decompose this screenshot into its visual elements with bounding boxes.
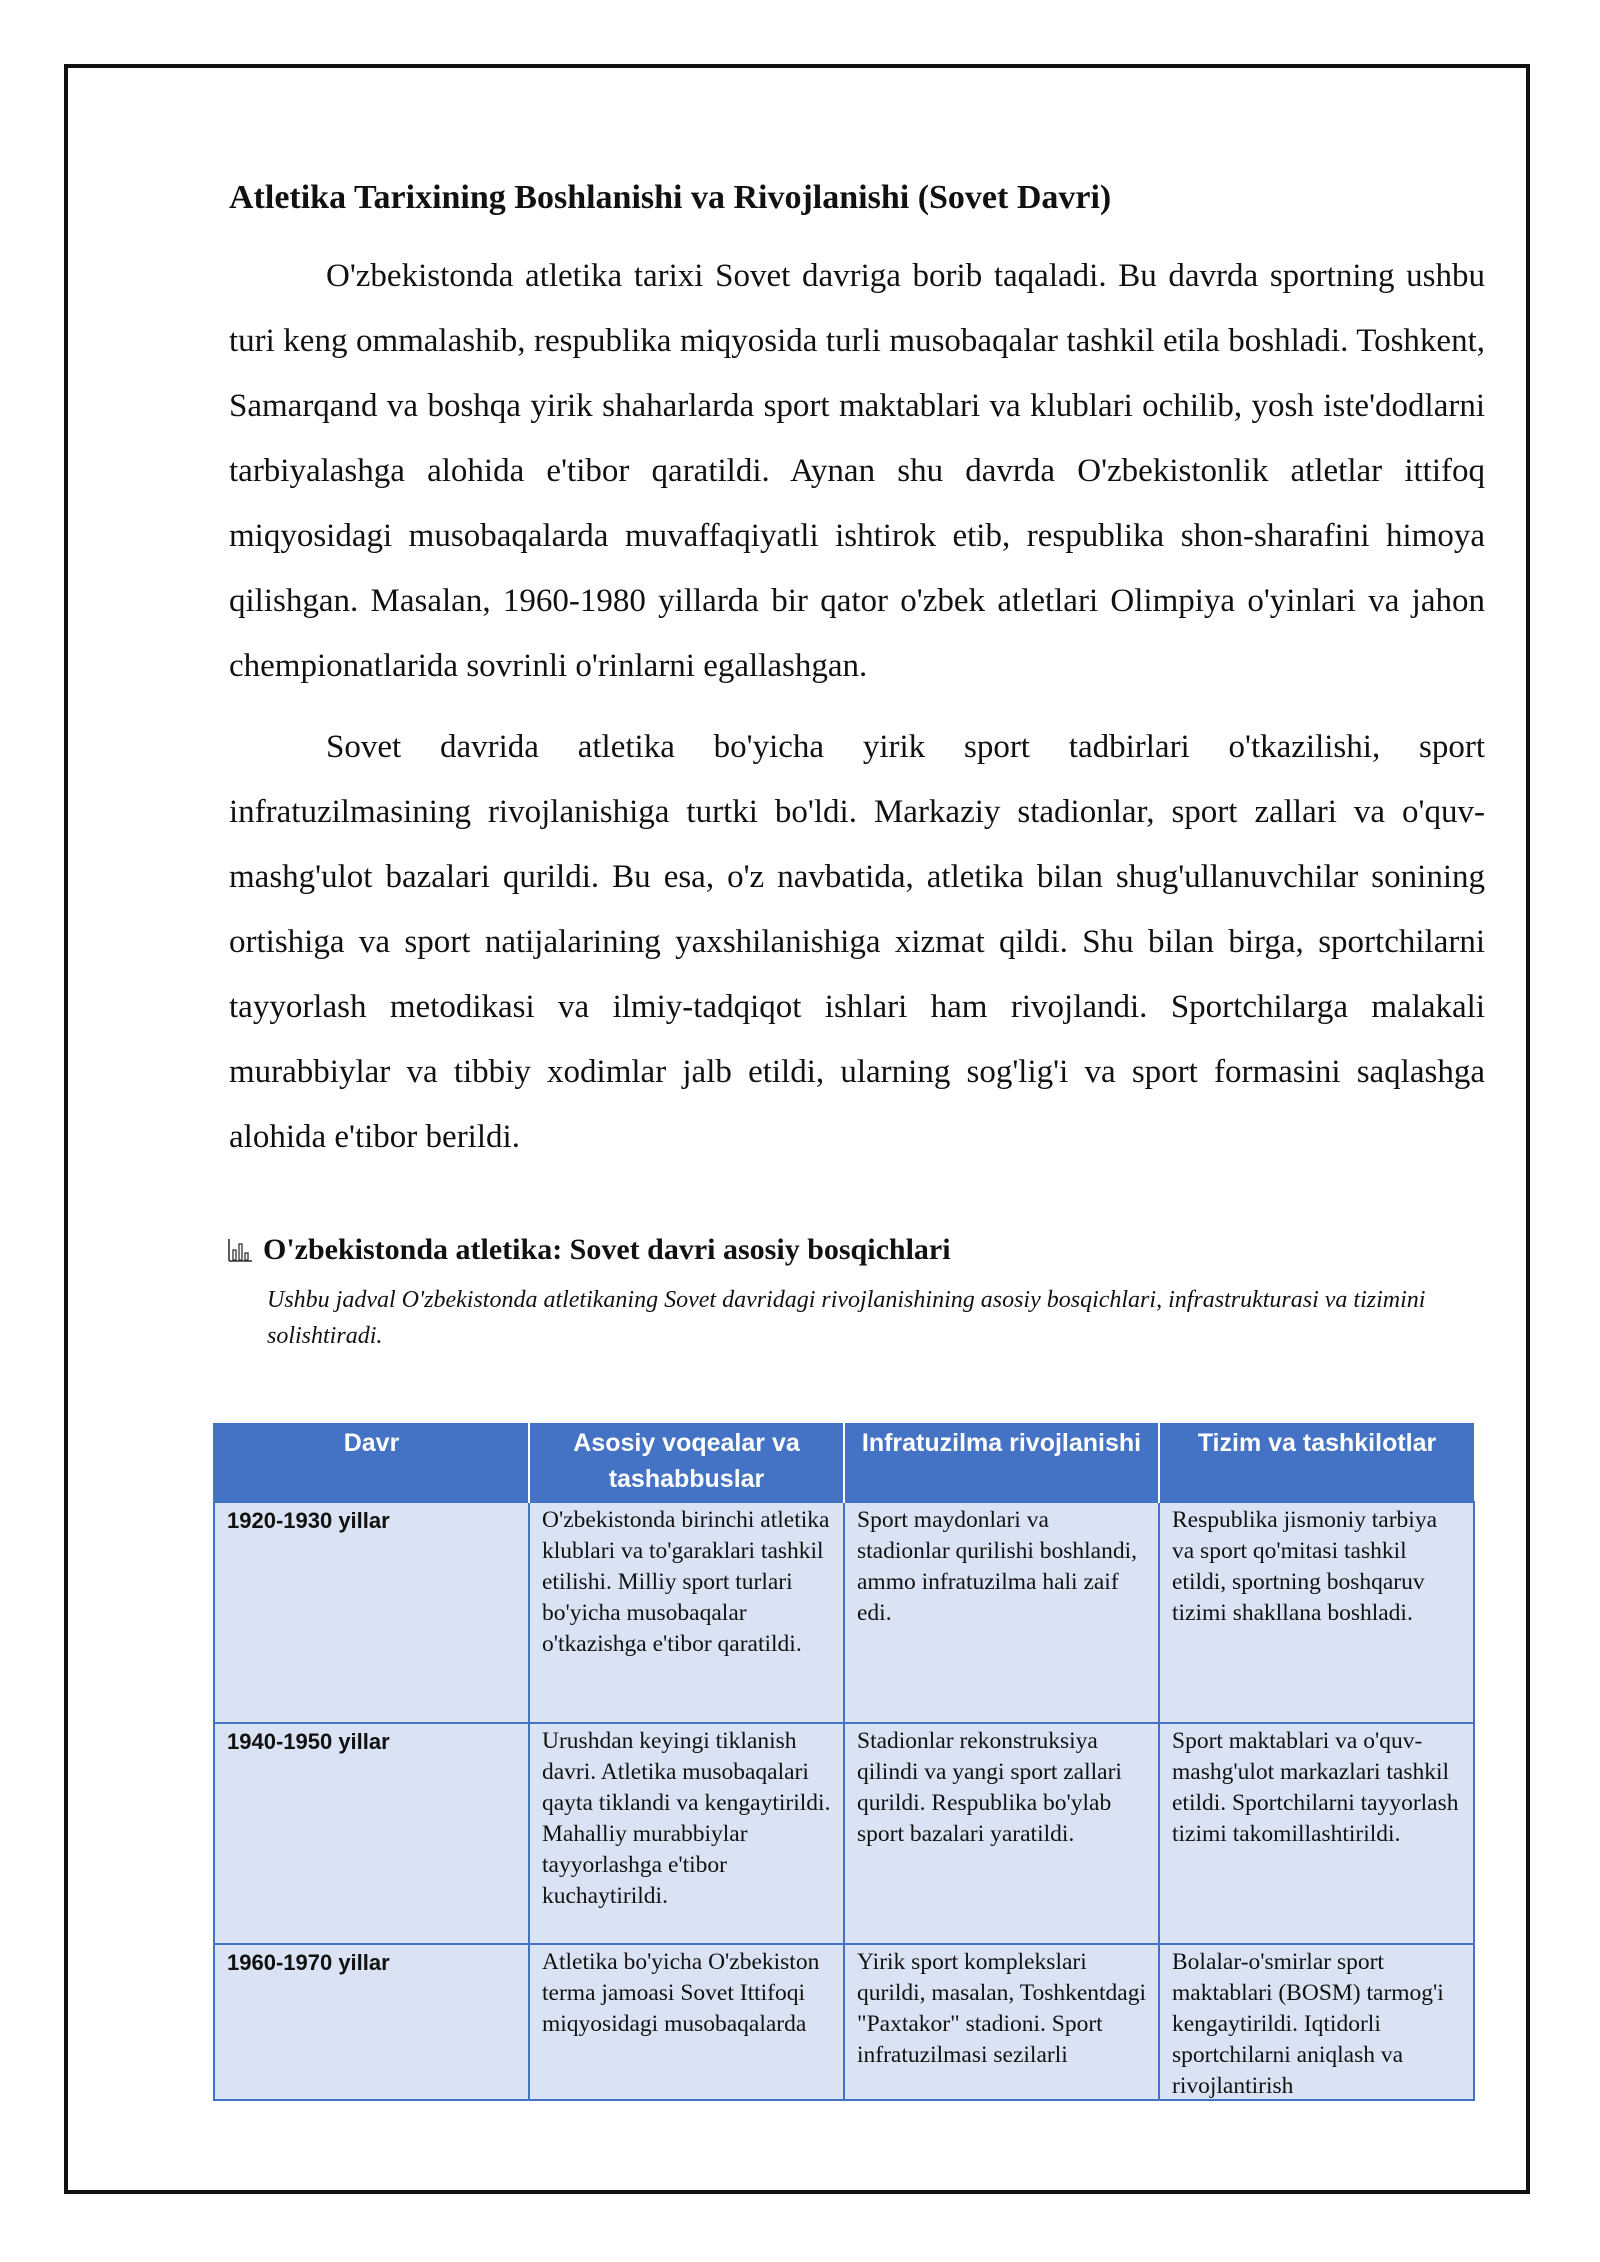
cell-text: Bolalar-o'smirlar sport maktablari (BOSM) tarmog'i kengaytirildi. Iqtidorli sportchilarni aniqlash va rivojlantirish [1172, 1949, 1444, 2099]
table-heading-text: O'zbekistonda atletika: Sovet davri asosiy bosqichlari [263, 1233, 951, 1266]
column-header: Infratuzilma rivojlanishi [844, 1423, 1159, 1502]
page-title: Atletika Tarixining Boshlanishi va Rivojlanishi (Sovet Davri) [229, 179, 1112, 216]
table-cell: Urushdan keyingi tiklanish davri. Atletika musobaqalari qayta tiklandi va kengaytirildi. Mahalliy murabbiylar tayyorlashga e'tibor kuchaytirildi. [529, 1723, 844, 1944]
paragraph-1: O'zbekistonda atletika tarixi Sovet davriga borib taqaladi. Bu davrda sportning ushbu turi keng ommalashib, respublika miqyosida turli musobaqalar tashkil etila boshladi. Toshkent, Samarqand va boshqa yirik shaharlarda sport maktablari va klublari ochilib, yosh iste'dodlarni tarbiyalashga alohida e'tibor qaratildi. Aynan shu davrda O'zbekistonlik atletlar ittifoq miqyosidagi musobaqalarda muvaffaqiyatli ishtirok etib, respublika shon-sharafini himoya qilishgan. Masalan, 1960-1980 yillarda bir qator o'zbek atletlari Olimpiya o'yinlari va jahon chempionatlarida sovrinli o'rinlarni egallashgan. [229, 258, 1485, 684]
column-header: Tizim va tashkilotlar [1159, 1423, 1474, 1502]
column-header: Asosiy voqealar va tashabbuslar [529, 1423, 844, 1502]
table-caption: Ushbu jadval O'zbekistonda atletikaning Sovet davridagi rivojlanishining asosiy bosqichlari, infrastrukturasi va tizimini solishtiradi. [267, 1287, 1426, 1349]
cell-text: Yirik sport komplekslari qurildi, masalan, Toshkentdagi "Paxtakor" stadioni. Sport infratuzilmasi sezilarli [857, 1949, 1146, 2068]
table-header-row [214, 1423, 1474, 1502]
table-cell [1159, 1944, 1474, 2100]
table-row [214, 1502, 1474, 1723]
column-header: Davr [214, 1423, 529, 1502]
table-cell: Sport maydonlari va stadionlar qurilishi boshlandi, ammo infratuzilma hali zaif edi. [844, 1502, 1159, 1723]
table-heading [227, 1230, 1485, 1270]
bar-chart-icon [227, 1237, 253, 1263]
period-cell [214, 1944, 529, 2100]
table-cell: Stadionlar rekonstruksiya qilindi va yangi sport zallari qurildi. Respublika bo'ylab sport bazalari yaratildi. [844, 1723, 1159, 1944]
table-cell: Sport maktablari va o'quv-mashg'ulot markazlari tashkil etildi. Sportchilarni tayyorlash tizimi takomillashtirildi. [1159, 1723, 1474, 1944]
period-cell: 1920-1930 yillar [214, 1502, 529, 1723]
cell-text: Atletika bo'yicha O'zbekiston terma jamoasi Sovet Ittifoqi miqyosidagi musobaqalarda [542, 1949, 820, 2037]
cell-text: 1960-1970 yillar [227, 1950, 390, 1975]
table-row [214, 1944, 1474, 2100]
stages-table [213, 1423, 1475, 2101]
paragraph-2: Sovet davrida atletika bo'yicha yirik sport tadbirlari o'tkazilishi, sport infratuzilmasining rivojlanishiga turtki bo'ldi. Markaziy stadionlar, sport zallari va o'quv-mashg'ulot bazalari qurildi. Bu esa, o'z navbatida, atletika bilan shug'ullanuvchilar sonining ortishiga va sport natijalarining yaxshilanishiga xizmat qildi. Shu bilan birga, sportchilarni tayyorlash metodikasi va ilmiy-tadqiqot ishlari ham rivojlandi. Sportchilarga malakali murabbiylar va tibbiy xodimlar jalb etildi, ularning sog'lig'i va sport formasini saqlashga alohida e'tibor berildi. [229, 729, 1485, 1155]
table-cell: Respublika jismoniy tarbiya va sport qo'mitasi tashkil etildi, sportning boshqaruv tizimi shakllana boshladi. [1159, 1502, 1474, 1723]
period-cell: 1940-1950 yillar [214, 1723, 529, 1944]
table-cell: O'zbekistonda birinchi atletika klublari va to'garaklari tashkil etilishi. Milliy sport turlari bo'yicha musobaqalar o'tkazishga e'tibor qaratildi. [529, 1502, 844, 1723]
table-cell [529, 1944, 844, 2100]
document-body [229, 170, 1485, 1354]
table-cell [844, 1944, 1159, 2100]
table-row [214, 1723, 1474, 1944]
